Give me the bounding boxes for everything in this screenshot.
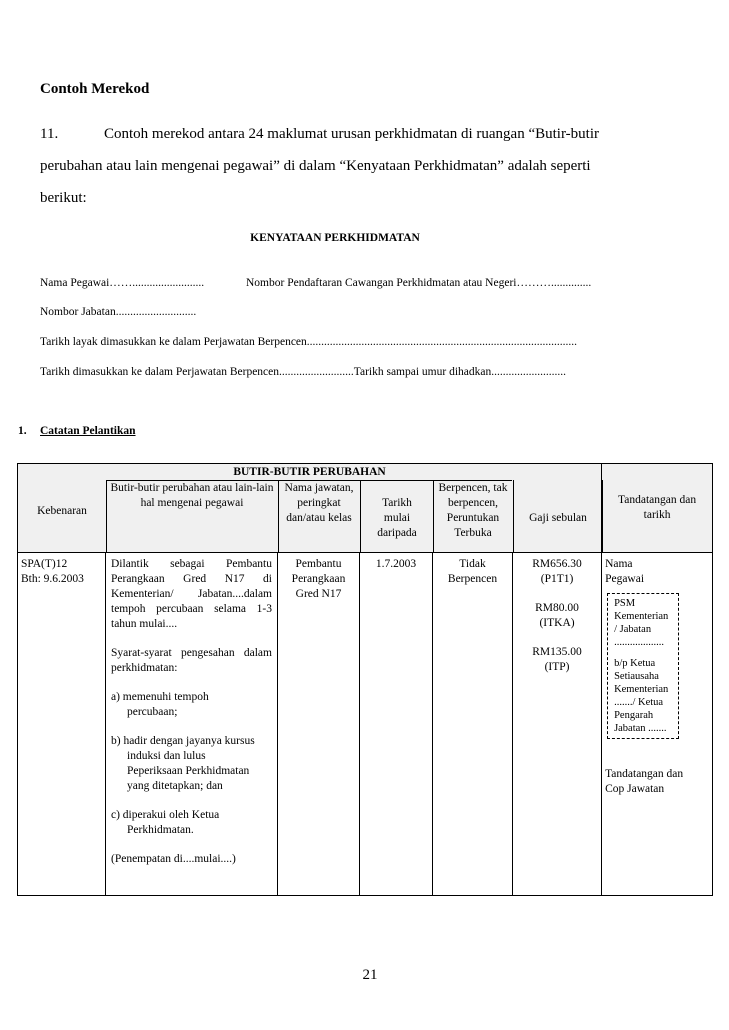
header-tarikh: Tarikh mulai daripada (377, 497, 417, 539)
butir-pelantikan: Dilantik sebagai Pembantu Perangkaan Gred N17 di Kementerian/ Jabatan....dalam tempoh percubaan selama 1-3 tahun mulai.... (111, 558, 272, 630)
header-berpencen: Berpencen, tak berpencen, Peruntukan Terbuka (438, 482, 508, 539)
header-butir: Butir-butir perubahan atau lain-lain hal mengenai pegawai (110, 482, 274, 509)
gaji-itka-label: (ITKA) (539, 617, 575, 629)
nama-jawatan-3: Gred N17 (295, 588, 342, 600)
stamp-bp: b/p Ketua Setiausaha Kementerian ......./ Ketua Pengarah Jabatan ....... (614, 658, 669, 734)
stamp-box (607, 593, 679, 739)
tandatangan-nama: Nama (605, 558, 633, 570)
field-tarikh-layak: Tarikh layak dimasukkan ke dalam Perjawatan Berpencen.............................................................................................. (40, 336, 578, 348)
section-number: 1. (18, 425, 27, 437)
gaji-p1t1-label: (P1T1) (540, 573, 574, 585)
tarikh-mulai: 1.7.2003 (375, 558, 417, 570)
kebenaran-ref: SPA(T)12 (21, 558, 68, 570)
berpencen-1: Tidak (459, 558, 486, 570)
butir-syarat-a-cont: percubaan; (127, 706, 178, 718)
header-kebenaran: Kebenaran (37, 505, 87, 517)
header-nama-jawatan: Nama jawatan, peringkat dan/atau kelas (284, 482, 354, 524)
form-title: KENYATAAN PERKHIDMATAN (250, 232, 420, 244)
page-heading: Contoh Merekod (40, 81, 150, 97)
gaji-itka-amount: RM80.00 (535, 602, 579, 614)
header-gaji: Gaji sebulan (529, 512, 587, 524)
paragraph-line-3: berikut: (40, 190, 87, 206)
group-header: BUTIR-BUTIR PERUBAHAN (233, 466, 386, 478)
gaji-itp-label: (ITP) (544, 661, 570, 673)
paragraph-number: 11. (40, 126, 59, 142)
nama-jawatan-1: Pembantu (295, 558, 342, 570)
kenyataan-table (17, 463, 713, 896)
header-tandatangan: Tandatangan dan tarikh (618, 494, 697, 521)
paragraph-line-1: Contoh merekod antara 24 maklumat urusan perkhidmatan di ruangan “Butir-butir (104, 126, 599, 142)
butir-syarat-a: a) memenuhi tempoh (111, 691, 209, 703)
stamp-psm: PSM Kementerian / Jabatan ................... (614, 598, 669, 648)
field-nama-pegawai: Nama Pegawai……......................... (40, 277, 205, 289)
butir-syarat: Syarat-syarat pengesahan dalam perkhidmatan: (111, 647, 272, 674)
field-nombor-jabatan: Nombor Jabatan............................ (40, 306, 197, 318)
paragraph-line-2: perubahan atau lain mengenai pegawai” di dalam “Kenyataan Perkhidmatan” adalah seperti (40, 158, 591, 174)
tandatangan-cop: Tandatangan dan Cop Jawatan (605, 768, 684, 795)
nama-jawatan-2: Perangkaan (291, 573, 346, 585)
butir-syarat-b-cont: induksi dan lulus Peperiksaan Perkhidmatan yang ditetapkan; dan (127, 750, 250, 792)
field-nombor-pendaftaran: Nombor Pendaftaran Cawangan Perkhidmatan atau Negeri……….............. (246, 277, 592, 289)
butir-penempatan: (Penempatan di....mulai....) (111, 853, 236, 865)
section-title: Catatan Pelantikan (40, 425, 136, 437)
gaji-p1t1-amount: RM656.30 (532, 558, 582, 570)
field-tarikh-dimasukkan: Tarikh dimasukkan ke dalam Perjawatan Berpencen..........................Tarikh sampai umur dihadkan.......................... (40, 366, 566, 378)
butir-syarat-b: b) hadir dengan jayanya kursus (111, 735, 255, 747)
butir-syarat-c: c) diperakui oleh Ketua (111, 809, 220, 821)
butir-syarat-c-cont: Perkhidmatan. (127, 824, 194, 836)
page-number: 21 (362, 967, 378, 983)
tandatangan-pegawai: Pegawai (605, 573, 645, 585)
gaji-itp-amount: RM135.00 (532, 646, 582, 658)
berpencen-2: Berpencen (447, 573, 498, 585)
kebenaran-date: Bth: 9.6.2003 (21, 573, 84, 585)
